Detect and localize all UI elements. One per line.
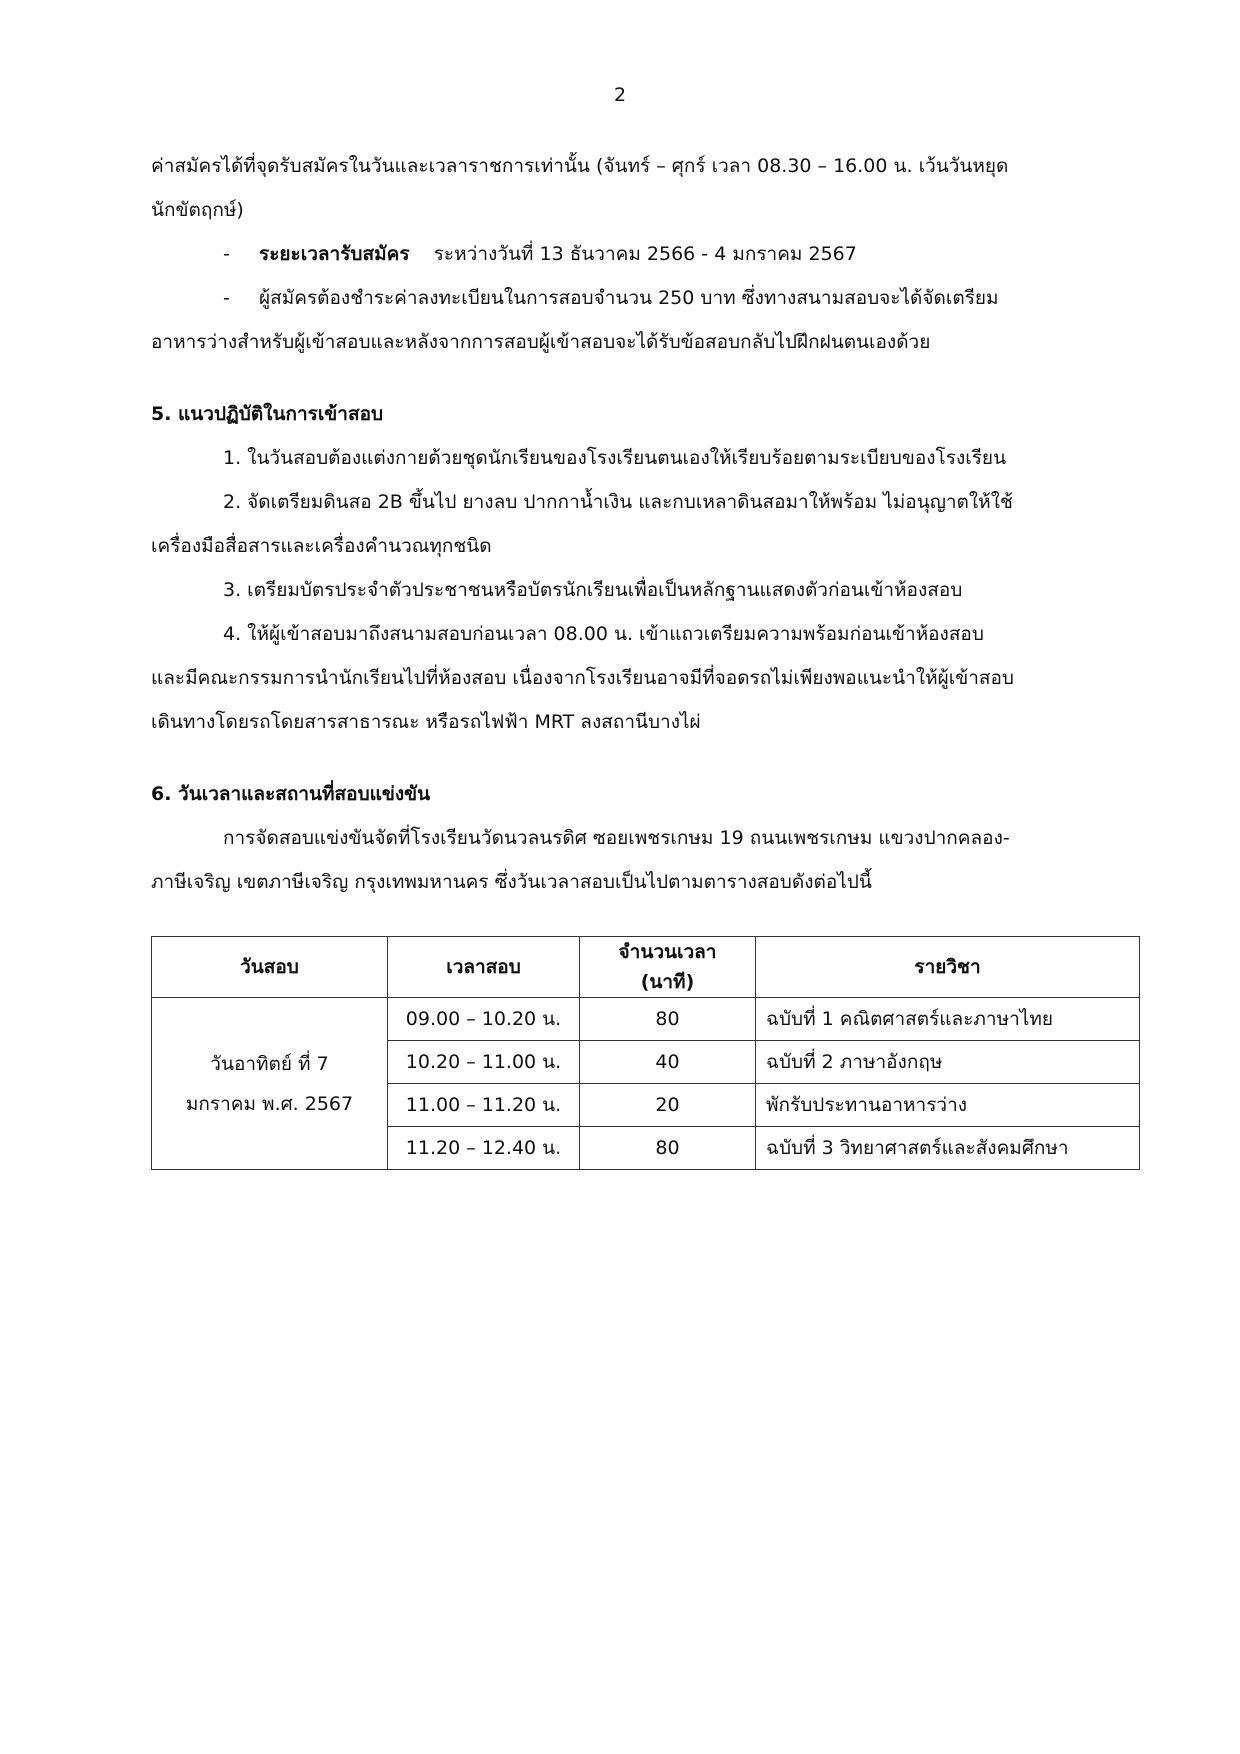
bullet-item bbox=[151, 232, 1091, 276]
header-subject: รายวิชา bbox=[756, 937, 1140, 998]
table-row bbox=[152, 998, 1140, 1041]
guideline-continuation: และมีคณะกรรมการนำนักเรียนไปที่ห้องสอบ เนื่องจากโรงเรียนอาจมีที่จอดรถไม่เพียงพอแนะนำให้ผู้เข้าสอบ bbox=[151, 667, 1014, 689]
guideline-continuation: เดินทางโดยรถโดยสารสาธารณะ หรือรถไฟฟ้า MRT ลงสถานีบางไผ่ bbox=[151, 711, 701, 733]
guideline-item: 4. ให้ผู้เข้าสอบมาถึงสนามสอบก่อนเวลา 08.00 น. เข้าแถวเตรียมความพร้อมก่อนเข้าห้องสอบ bbox=[223, 623, 984, 645]
section-heading: 5. แนวปฏิบัติในการเข้าสอบ bbox=[151, 403, 384, 425]
bullet-continuation: อาหารว่างสำหรับผู้เข้าสอบและหลังจากการสอบผู้เข้าสอบจะได้รับข้อสอบกลับไปฝึกฝนตนเองด้วย bbox=[151, 331, 931, 353]
time-cell: 11.00 – 11.20 น. bbox=[388, 1084, 580, 1127]
bullet-dash: - bbox=[223, 243, 230, 265]
time-cell: 11.20 – 12.40 น. bbox=[388, 1127, 580, 1170]
guideline-item: 2. จัดเตรียมดินสอ 2B ขึ้นไป ยางลบ ปากกาน้ำเงิน และกบเหลาดินสอมาให้พร้อม ไม่อนุญาตให้ใช้ bbox=[223, 491, 1013, 513]
guideline-item: 1. ในวันสอบต้องแต่งกายด้วยชุดนักเรียนของโรงเรียนตนเองให้เรียบร้อยตามระเบียบของโรงเรียน bbox=[223, 447, 1007, 469]
time-cell: 10.20 – 11.00 น. bbox=[388, 1041, 580, 1084]
time-cell: 09.00 – 10.20 น. bbox=[388, 998, 580, 1041]
bullet-label: ระยะเวลารับสมัคร bbox=[259, 243, 410, 265]
table-header-row bbox=[152, 937, 1140, 998]
page-number: 2 bbox=[613, 84, 627, 106]
document-body bbox=[151, 144, 1091, 904]
duration-cell: 40 bbox=[580, 1041, 756, 1084]
venue-text: การจัดสอบแข่งขันจัดที่โรงเรียนวัดนวลนรดิศ ซอยเพชรเกษม 19 ถนนเพชรเกษม แขวงปากคลอง- bbox=[223, 827, 1010, 849]
venue-text: ภาษีเจริญ เขตภาษีเจริญ กรุงเทพมหานคร ซึ่งวันเวลาสอบเป็นไปตามตารางสอบดังต่อไปนี้ bbox=[151, 871, 872, 893]
subject-cell: ฉบับที่ 2 ภาษาอังกฤษ bbox=[756, 1041, 1140, 1084]
bullet-item bbox=[151, 276, 1091, 320]
header-duration: จำนวนเวลา (นาที) bbox=[580, 937, 756, 998]
intro-line: นักขัตฤกษ์) bbox=[151, 199, 244, 221]
section-heading: 6. วันเวลาและสถานที่สอบแข่งขัน bbox=[151, 783, 431, 805]
header-exam-date: วันสอบ bbox=[152, 937, 388, 998]
bullet-text: ผู้สมัครต้องชำระค่าลงทะเบียนในการสอบจำนวน 250 บาท ซึ่งทางสนามสอบจะได้จัดเตรียม bbox=[259, 287, 999, 309]
subject-cell: พักรับประทานอาหารว่าง bbox=[756, 1084, 1140, 1127]
guideline-item: 3. เตรียมบัตรประจำตัวประชาชนหรือบัตรนักเรียนเพื่อเป็นหลักฐานแสดงตัวก่อนเข้าห้องสอบ bbox=[223, 579, 963, 601]
exam-schedule-table bbox=[151, 936, 1140, 1170]
subject-cell: ฉบับที่ 3 วิทยาศาสตร์และสังคมศึกษา bbox=[756, 1127, 1140, 1170]
header-exam-time: เวลาสอบ bbox=[388, 937, 580, 998]
subject-cell: ฉบับที่ 1 คณิตศาสตร์และภาษาไทย bbox=[756, 998, 1140, 1041]
duration-cell: 80 bbox=[580, 1127, 756, 1170]
bullet-text: ระหว่างวันที่ 13 ธันวาคม 2566 - 4 มกราคม 2567 bbox=[433, 243, 857, 265]
duration-cell: 80 bbox=[580, 998, 756, 1041]
bullet-dash: - bbox=[223, 287, 230, 309]
intro-line: ค่าสมัครได้ที่จุดรับสมัครในวันและเวลาราชการเท่านั้น (จันทร์ – ศุกร์ เวลา 08.30 – 16.00 น. เว้นวันหยุด bbox=[151, 155, 1009, 177]
exam-date-cell bbox=[152, 998, 388, 1170]
exam-date-line: มกราคม พ.ศ. 2567 bbox=[185, 1092, 354, 1115]
duration-cell: 20 bbox=[580, 1084, 756, 1127]
guideline-continuation: เครื่องมือสื่อสารและเครื่องคำนวณทุกชนิด bbox=[151, 535, 492, 557]
exam-date-line: วันอาทิตย์ ที่ 7 bbox=[210, 1052, 329, 1075]
